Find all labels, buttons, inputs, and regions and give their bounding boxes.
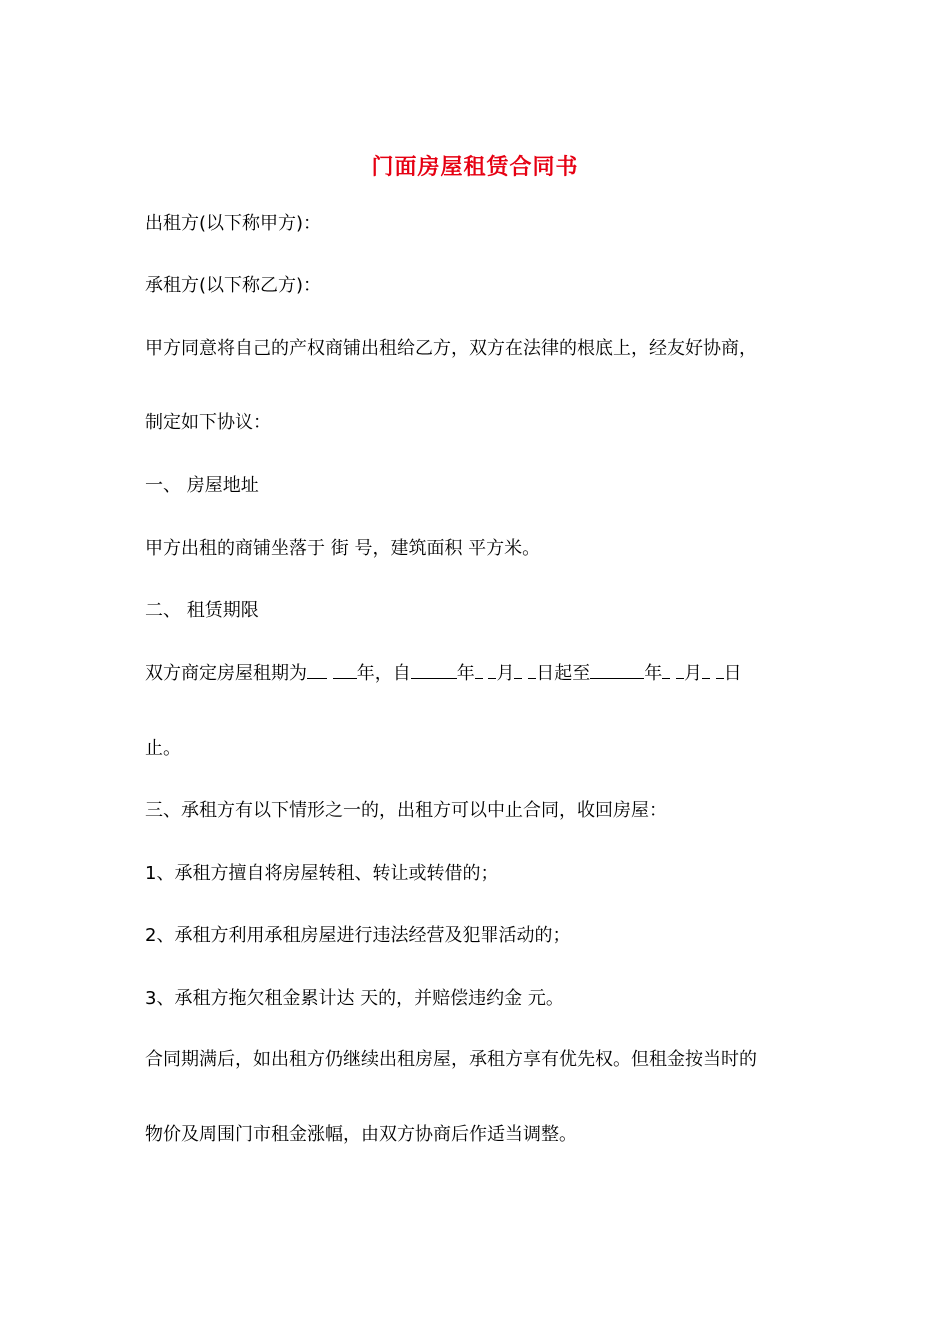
blank-field <box>590 662 644 679</box>
intro-line-continued: 制定如下协议： <box>145 412 271 433</box>
section-1-heading: 一、 房屋地址 <box>145 475 259 496</box>
term-text-2: 年，自 <box>356 663 411 684</box>
term-text-8: 日 <box>723 663 742 684</box>
term-text-6: 年 <box>644 663 663 684</box>
renewal-clause-continued: 物价及周围门市租金涨幅，由双方协商后作适当调整。 <box>145 1124 577 1145</box>
term-clause-continued: 止。 <box>145 738 181 759</box>
term-text-5: 日起至 <box>536 663 591 684</box>
document-title: 门面房屋租赁合同书 <box>371 155 579 180</box>
address-clause: 甲方出租的商铺坐落于 街 号，建筑面积 平方米。 <box>145 538 541 559</box>
clause-item-2: 2、承租方利用承租房屋进行违法经营及犯罪活动的； <box>145 925 571 946</box>
blank-field <box>333 662 357 679</box>
blank-field <box>528 662 536 679</box>
section-2-heading: 二、 租赁期限 <box>145 600 259 621</box>
blank-field <box>676 662 684 679</box>
clause-item-3: 3、承租方拖欠租金累计达 天的，并赔偿违约金 元。 <box>145 988 564 1009</box>
blank-field <box>514 662 522 679</box>
renewal-clause: 合同期满后，如出租方仍继续出租房屋，承租方享有优先权。但租金按当时的 <box>145 1049 757 1070</box>
term-text-1: 双方商定房屋租期为 <box>145 663 307 684</box>
term-text-3: 年 <box>456 663 475 684</box>
lessor-line: 出租方(以下称甲方)： <box>145 213 322 234</box>
blank-field <box>411 662 457 679</box>
clause-item-1: 1、承租方擅自将房屋转租、转让或转借的； <box>145 863 499 884</box>
term-text-7: 月 <box>683 663 702 684</box>
lessee-line: 承租方(以下称乙方)： <box>145 275 322 296</box>
intro-line: 甲方同意将自己的产权商铺出租给乙方，双方在法律的根底上，经友好协商， <box>145 338 757 359</box>
section-3-heading: 三、承租方有以下情形之一的，出租方可以中止合同，收回房屋： <box>145 800 667 821</box>
term-text-4: 月 <box>496 663 515 684</box>
blank-field <box>475 662 483 679</box>
blank-field <box>716 662 724 679</box>
blank-field <box>702 662 710 679</box>
blank-field <box>307 662 327 679</box>
blank-field <box>662 662 670 679</box>
term-clause <box>145 660 742 688</box>
